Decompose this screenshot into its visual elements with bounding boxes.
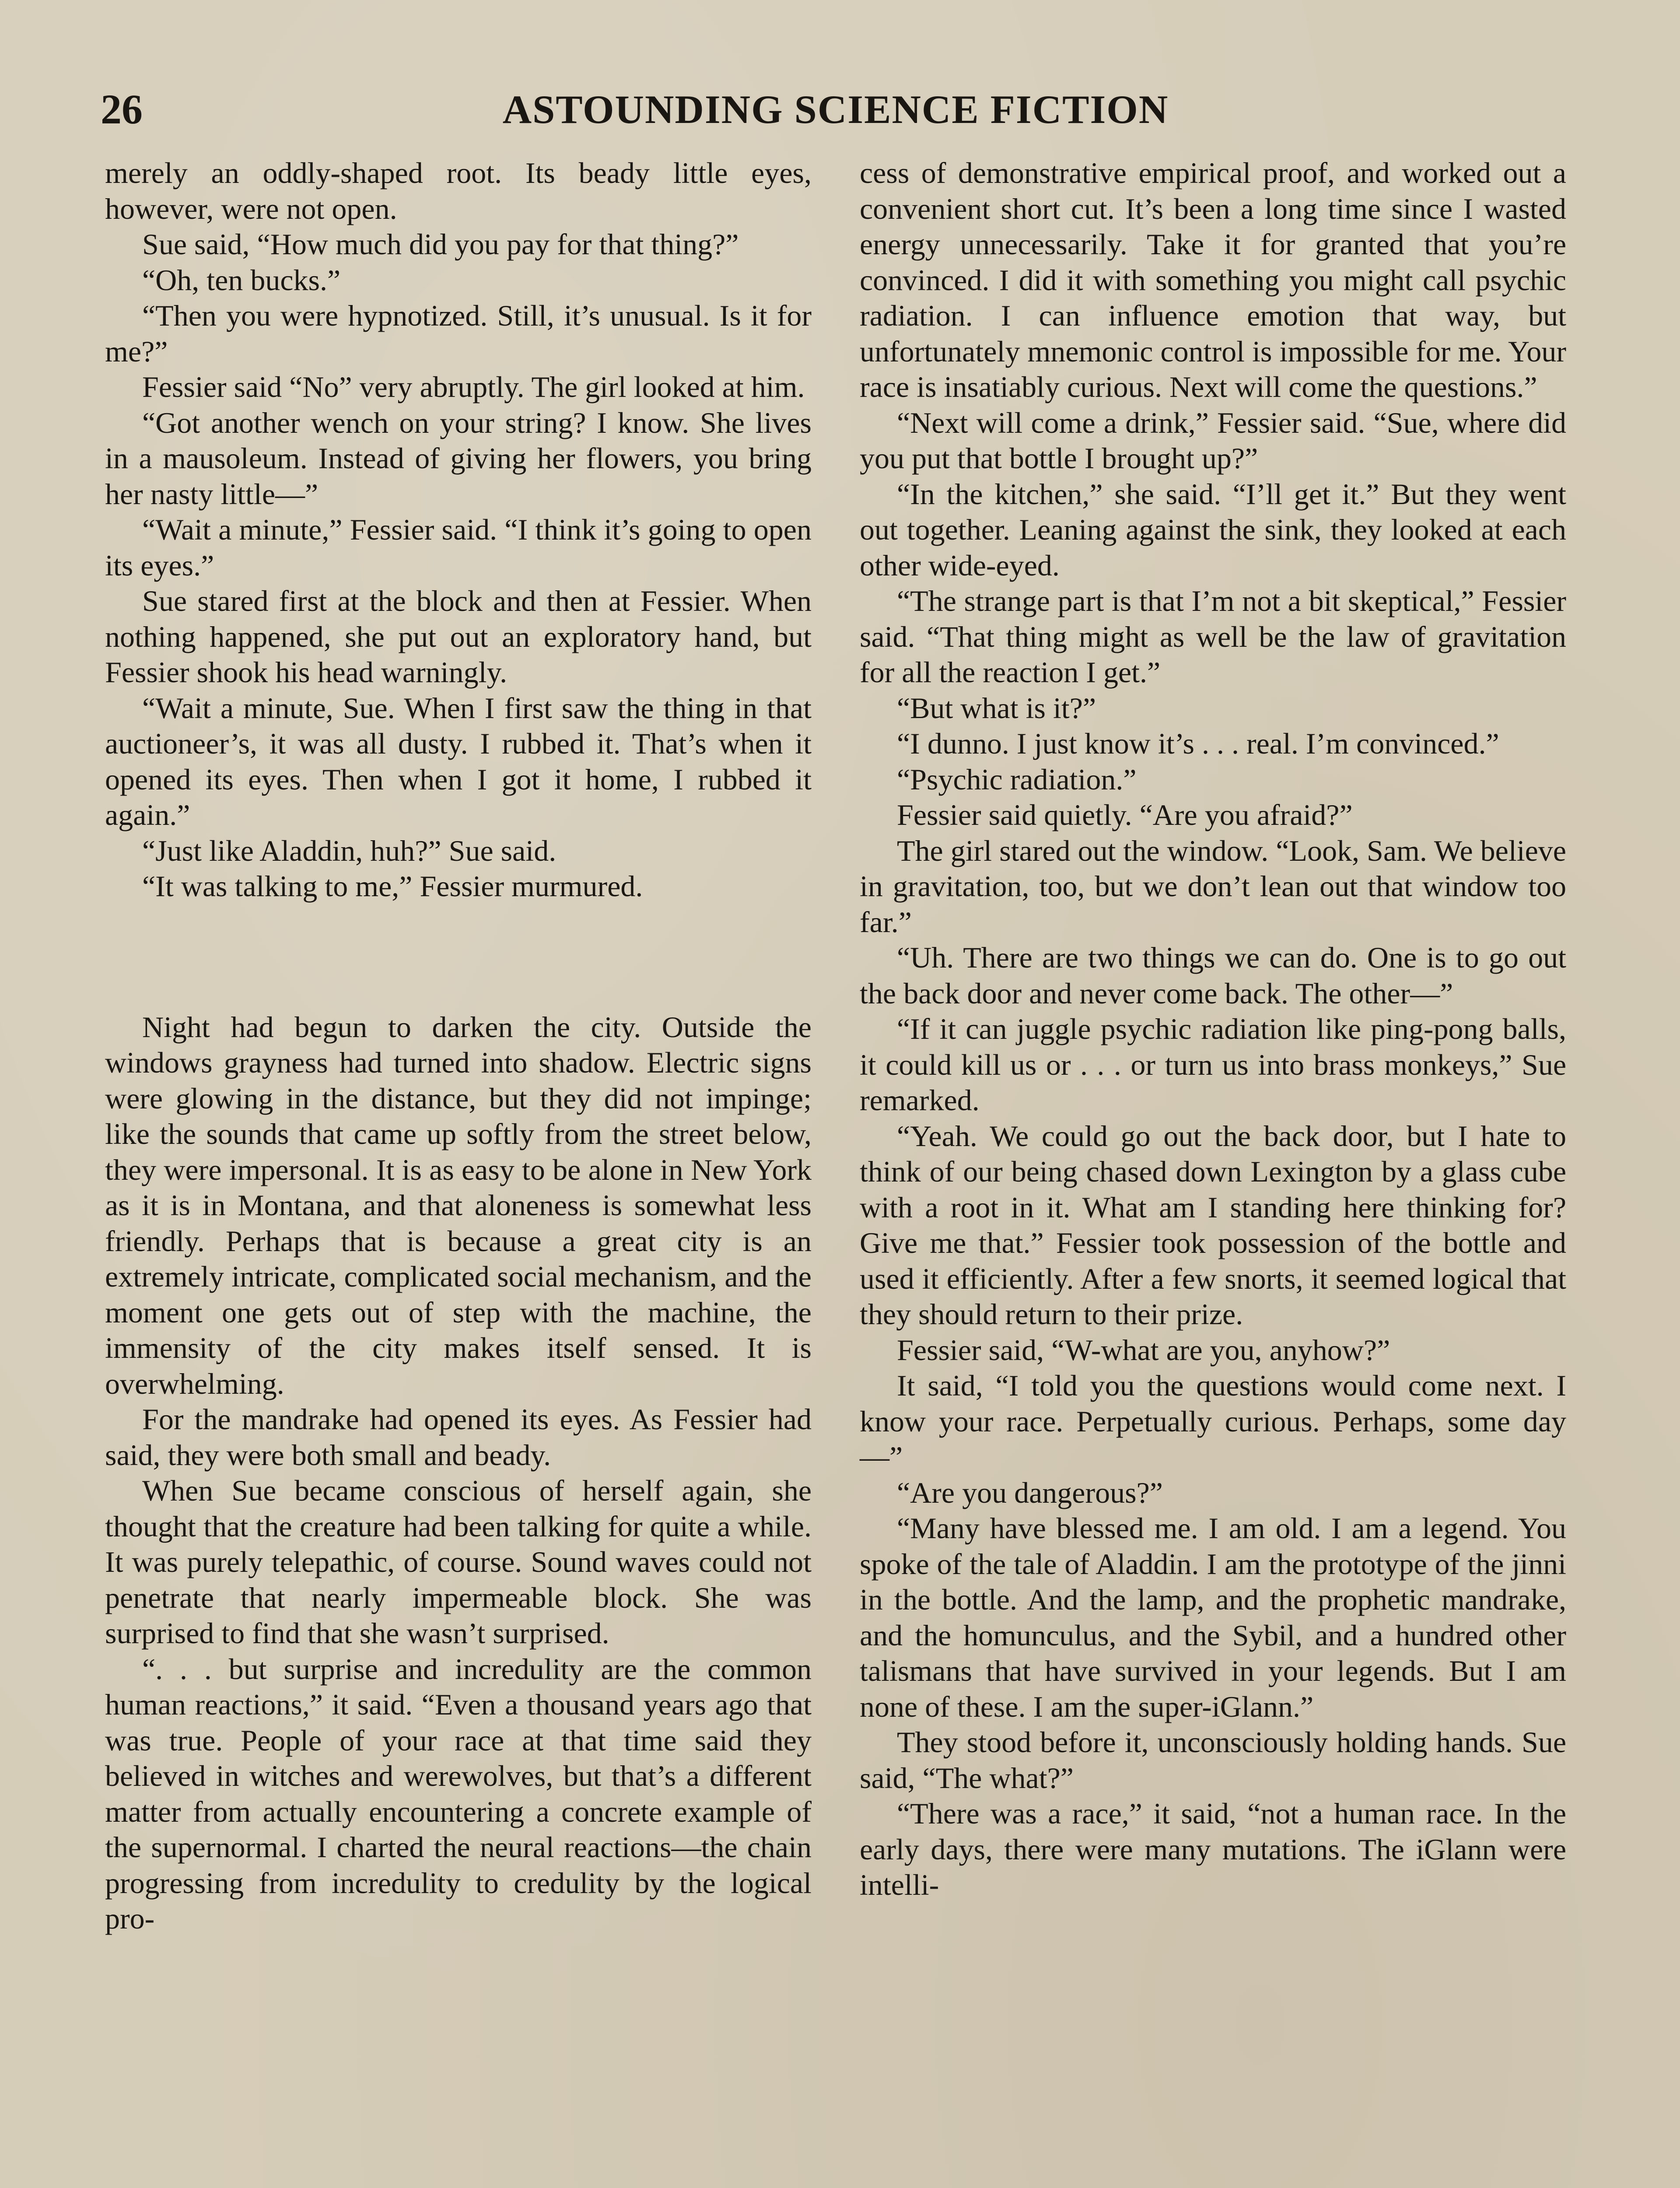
paragraph: “The strange part is that I’m not a bit skeptical,” Fessier said. “That thing might as well be the law of gravitation for all the reaction I get.” <box>860 584 1566 689</box>
paragraph: merely an oddly-shaped root. Its beady little eyes, however, were not open. <box>105 156 812 225</box>
paragraph: “But what is it?” <box>897 691 1096 725</box>
paragraph: “. . . but surprise and incredulity are the common human reactions,” it said. “Even a thousand years ago that was true. People of your race at that time said they believed in witches and werewolves, but that’s a different matter from actually encountering a concrete example of the supernormal. I charted the neural reactions—the chain progressing from incredulity to credulity by the logical pro- <box>105 1652 812 1935</box>
paragraph: “If it can juggle psychic radiation like ping-pong balls, it could kill us or . . . or turn us into brass monkeys,” Sue remarked. <box>860 1012 1566 1117</box>
paragraph: It said, “I told you the questions would come next. I know your race. Perpetually curious. Perhaps, some day—” <box>860 1369 1566 1473</box>
paragraph: Fessier said, “W-what are you, anyhow?” <box>897 1333 1390 1367</box>
paragraph: “Many have blessed me. I am old. I am a legend. You spoke of the tale of Aladdin. I am the prototype of the jinni in the bottle. And the lamp, and the prophetic mandrake, and the homunculus, and the Sybil, and a hundred other talismans that have survived in your legends. But I am none of these. I am the super-iGlann.” <box>860 1511 1566 1723</box>
paragraph: “I dunno. I just know it’s . . . real. I’m convinced.” <box>897 727 1499 760</box>
page-header <box>101 83 1571 144</box>
section-break <box>105 905 812 1010</box>
paragraph: “Yeah. We could go out the back door, but I hate to think of our being chased down Lexington by a glass cube with a root in it. What am I standing here thinking for? Give me that.” Fessier took possession of the bottle and used it efficiently. After a few snorts, it seemed logical that they should return to their prize. <box>860 1119 1566 1331</box>
paragraph: “In the kitchen,” she said. “I’ll get it.” But they went out together. Leaning against the sink, they looked at each other wide-eyed. <box>860 477 1566 582</box>
paragraph: “It was talking to me,” Fessier murmured. <box>142 870 643 903</box>
paragraph: “Uh. There are two things we can do. One is to go out the back door and never come back. The other—” <box>860 941 1566 1010</box>
paragraph: cess of demonstrative empirical proof, and worked out a convenient short cut. It’s been a long time since I wasted energy unnecessarily. Take it for granted that you’re convinced. I did it with something you might call psychic radiation. I can influence emotion that way, but unfortunately mnemonic control is impossible for me. Your race is insatiably curious. Next will come the questions.” <box>860 156 1566 403</box>
paragraph: “There was a race,” it said, “not a human race. In the early days, there were many mutations. The iGlann were intelli- <box>860 1797 1566 1901</box>
paragraph: “Next will come a drink,” Fessier said. “Sue, where did you put that bottle I brought up?” <box>860 406 1566 475</box>
paragraph: “Psychic radiation.” <box>897 762 1137 796</box>
paragraph: They stood before it, unconsciously holding hands. Sue said, “The what?” <box>860 1725 1566 1795</box>
paragraph: Night had begun to darken the city. Outside the windows grayness had turned into shadow. Electric signs were glowing in the distance, but they did not impinge; like the sounds that came up softly from the street below, they were impersonal. It is as easy to be alone in New York as it is in Montana, and that aloneness is somewhat less friendly. Perhaps that is because a great city is an extremely intricate, complicated social mechanism, and the moment one gets out of step with the machine, the immensity of the city makes itself sensed. It is overwhelming. <box>105 1010 812 1400</box>
paragraph: “Wait a minute,” Fessier said. “I think it’s going to open its eyes.” <box>105 513 812 582</box>
paragraph: “Are you dangerous?” <box>897 1476 1163 1509</box>
paragraph: “Then you were hypnotized. Still, it’s unusual. Is it for me?” <box>105 299 812 368</box>
paragraph: Sue stared first at the block and then at Fessier. When nothing happened, she put out an exploratory hand, but Fessier shook his head warningly. <box>105 584 812 689</box>
paragraph: Sue said, “How much did you pay for that thing?” <box>142 228 739 261</box>
left-column <box>105 155 812 1937</box>
paragraph: For the mandrake had opened its eyes. As Fessier had said, they were both small and beady. <box>105 1403 812 1472</box>
paragraph: “Oh, ten bucks.” <box>142 263 341 297</box>
right-column <box>860 155 1566 1903</box>
paragraph: The girl stared out the window. “Look, Sam. We believe in gravitation, too, but we don’t lean out that window too far.” <box>860 834 1566 939</box>
paragraph: When Sue became conscious of herself again, she thought that the creature had been talking for quite a while. It was purely telepathic, of course. Sound waves could not penetrate that nearly impermeable block. She was surprised to find that she wasn’t surprised. <box>105 1474 812 1650</box>
paragraph: “Got another wench on your string? I know. She lives in a mausoleum. Instead of giving her flowers, you bring her nasty little—” <box>105 406 812 511</box>
paragraph: “Wait a minute, Sue. When I first saw the thing in that auctioneer’s, it was all dusty. I rubbed it. That’s when it opened its eyes. Then when I got it home, I rubbed it again.” <box>105 691 812 831</box>
paragraph: Fessier said “No” very abruptly. The girl looked at him. <box>142 370 805 403</box>
running-title: ASTOUNDING SCIENCE FICTION <box>502 87 1169 132</box>
paragraph: “Just like Aladdin, huh?” Sue said. <box>142 834 556 867</box>
page-number: 26 <box>101 86 143 133</box>
paragraph: Fessier said quietly. “Are you afraid?” <box>897 798 1353 831</box>
